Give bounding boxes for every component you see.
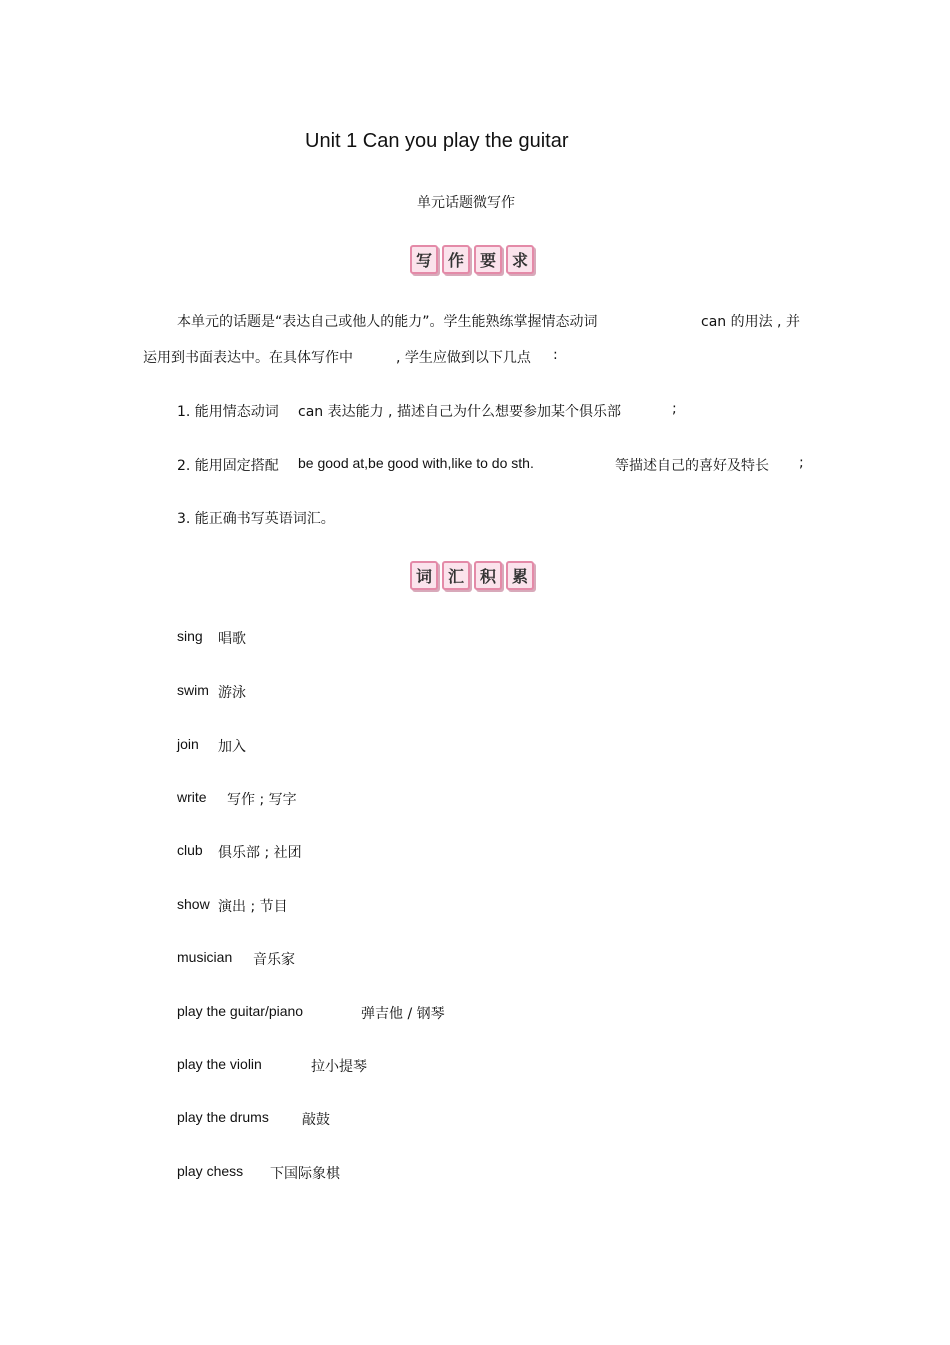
vocab-meaning: 写作 ; 写字: [227, 792, 297, 808]
vocab-word: show: [177, 896, 210, 912]
requirement-item: be good at,be good with,like to do sth.: [298, 455, 534, 471]
vocab-word: play the violin: [177, 1056, 262, 1072]
intro-text: can 的用法 , 并: [701, 314, 800, 330]
requirement-item: 1. 能用情态动词: [177, 404, 279, 420]
vocab-meaning: 拉小提琴: [311, 1059, 367, 1075]
page-title: Unit 1 Can you play the guitar: [305, 130, 569, 152]
vocab-word: club: [177, 842, 203, 858]
vocab-meaning: 下国际象棋: [270, 1166, 340, 1182]
vocab-meaning: 加入: [218, 739, 246, 755]
page-subtitle: 单元话题微写作: [417, 195, 515, 211]
intro-text: :: [553, 347, 558, 363]
vocab-meaning: 弹吉他 / 钢琴: [361, 1006, 445, 1022]
heading-char: 求: [506, 245, 534, 274]
heading-char: 汇: [442, 561, 470, 590]
requirement-item: ;: [672, 401, 677, 417]
vocab-word: play the drums: [177, 1109, 269, 1125]
vocab-word: musician: [177, 949, 233, 965]
intro-text: , 学生应做到以下几点: [396, 350, 531, 366]
vocab-word: write: [177, 789, 207, 805]
vocab-meaning: 唱歌: [218, 631, 246, 647]
heading-char: 词: [410, 561, 438, 590]
vocab-word: sing: [177, 628, 203, 644]
heading-char: 作: [442, 245, 470, 274]
heading-char: 要: [474, 245, 502, 274]
section-heading-vocabulary: [408, 559, 536, 591]
intro-text: 本单元的话题是“表达自己或他人的能力”。学生能熟练掌握情态动词: [177, 314, 598, 330]
vocab-word: swim: [177, 682, 209, 698]
vocab-meaning: 演出 ; 节目: [218, 899, 288, 915]
heading-char: 写: [410, 245, 438, 274]
requirement-item: 3. 能正确书写英语词汇。: [177, 511, 335, 527]
intro-text: 运用到书面表达中。在具体写作中: [143, 350, 353, 366]
vocab-meaning: 游泳: [218, 685, 246, 701]
vocab-word: play the guitar/piano: [177, 1003, 304, 1019]
vocab-meaning: 音乐家: [253, 952, 295, 968]
heading-char: 积: [474, 561, 502, 590]
requirement-item: 2. 能用固定搭配: [177, 458, 279, 474]
vocab-meaning: 俱乐部 ; 社团: [218, 845, 302, 861]
section-heading-writing-requirements: [408, 243, 536, 275]
requirement-item: ;: [799, 455, 804, 471]
requirement-item: 等描述自己的喜好及特长: [615, 458, 769, 474]
vocab-word: play chess: [177, 1163, 244, 1179]
requirement-item: can 表达能力 , 描述自己为什么想要参加某个俱乐部: [298, 404, 621, 420]
vocab-word: join: [177, 736, 199, 752]
heading-char: 累: [506, 561, 534, 590]
vocab-meaning: 敲鼓: [302, 1112, 330, 1128]
